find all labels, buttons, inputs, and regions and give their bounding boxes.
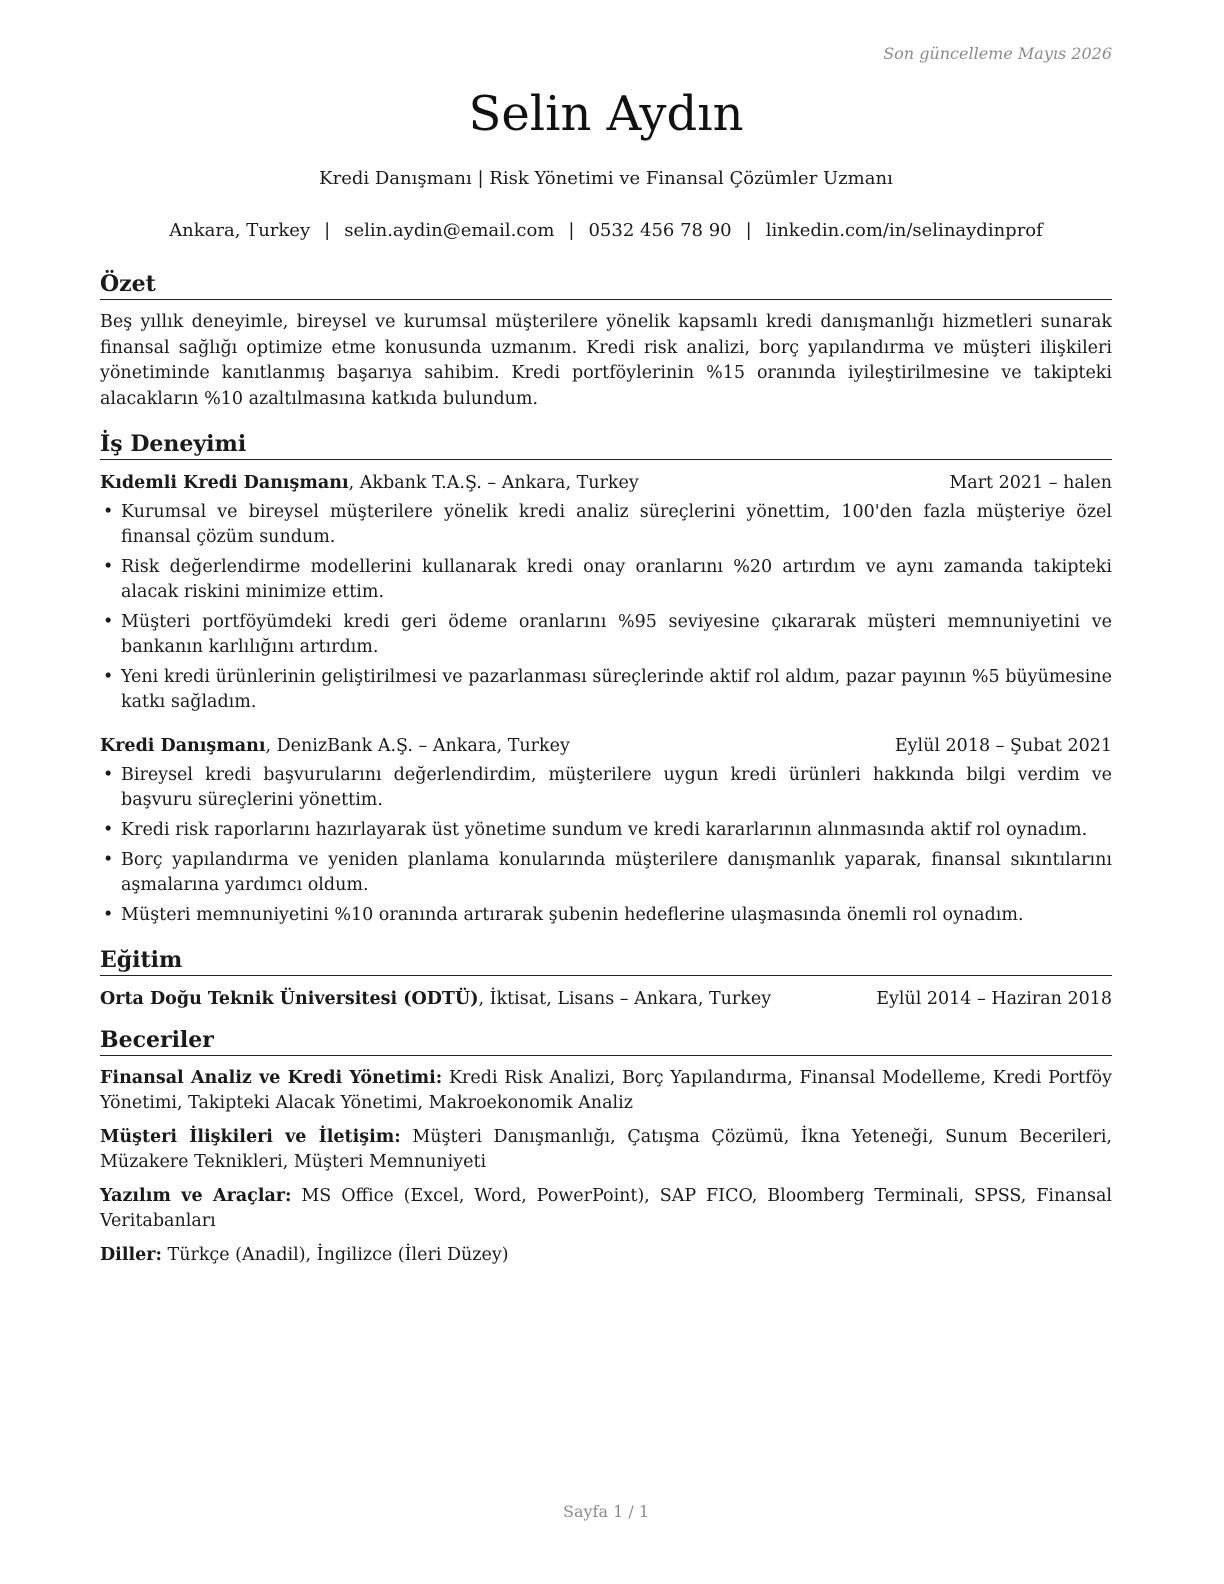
skill-label: Diller: bbox=[100, 1245, 162, 1265]
contact-phone[interactable]: 0532 456 78 90 bbox=[588, 220, 732, 241]
job-bullet: • Kurumsal ve bireysel müşterilere yönelik kredi analiz süreçlerini yönettim, 100'den fazla müşteriye özel finansal çözüm sundum. bbox=[100, 500, 1112, 550]
job-dates: Mart 2021 – halen bbox=[949, 473, 1112, 493]
job-bullet: • Borç yapılandırma ve yeniden planlama konularında müşterilere danışmanlık yaparak, finansal sıkıntılarını aşmalarına yardımcı oldum. bbox=[100, 848, 1112, 898]
job-role: Kıdemli Kredi Danışmanı bbox=[100, 473, 349, 493]
contact-separator: | bbox=[324, 220, 331, 241]
skill-items: Kredi Risk Analizi, Borç Yapılandırma, Finansal Modelleme, Kredi Portföy Yönetimi, Takipteki Alacak Yönetimi, Makroekonomik Analiz bbox=[100, 1068, 1112, 1113]
resume-content bbox=[100, 270, 1112, 1277]
skill-items: MS Office (Excel, Word, PowerPoint), SAP FICO, Bloomberg Terminali, SPSS, Finansal Veritabanları bbox=[100, 1186, 1112, 1231]
job-header bbox=[100, 733, 1112, 759]
education-section bbox=[100, 946, 1112, 1012]
job-entry bbox=[100, 470, 1112, 715]
job-entry bbox=[100, 733, 1112, 928]
skill-label: Yazılım ve Araçlar: bbox=[100, 1186, 292, 1206]
education-dates: Eylül 2014 – Haziran 2018 bbox=[876, 989, 1112, 1009]
candidate-name: Selin Aydın bbox=[468, 86, 744, 142]
education-title-line bbox=[100, 986, 771, 1012]
contact-separator: | bbox=[745, 220, 752, 241]
experience-heading: İş Deneyimi bbox=[100, 430, 1112, 460]
skill-items: Türkçe (Anadil), İngilizce (İleri Düzey) bbox=[167, 1245, 509, 1265]
job-bullet: • Bireysel kredi başvurularını değerlendirdim, müşterilere uygun kredi ürünleri hakkında bilgi verdim ve başvuru süreçlerini yönettim. bbox=[100, 763, 1112, 813]
skill-group bbox=[100, 1184, 1112, 1234]
education-detail: , İktisat, Lisans – Ankara, Turkey bbox=[478, 989, 772, 1009]
skill-items: Müşteri Danışmanlığı, Çatışma Çözümü, İkna Yeteneği, Sunum Becerileri, Müzakere Teknikleri, Müşteri Memnuniyeti bbox=[100, 1127, 1112, 1172]
page-number: Sayfa 1 / 1 bbox=[562, 1502, 649, 1521]
skills-heading: Beceriler bbox=[100, 1026, 1112, 1056]
job-org: , Akbank T.A.Ş. – Ankara, Turkey bbox=[348, 473, 639, 493]
contact-line bbox=[100, 220, 1112, 241]
candidate-subtitle: Kredi Danışmanı | Risk Yönetimi ve Finansal Çözümler Uzmanı bbox=[319, 168, 893, 189]
job-bullet: • Yeni kredi ürünlerinin geliştirilmesi ve pazarlanması süreçlerinde aktif rol aldım, pazar payının %5 büyümesine katkı sağladım. bbox=[100, 665, 1112, 715]
contact-email[interactable]: selin.aydin@email.com bbox=[344, 220, 555, 241]
last-updated: Son güncelleme Mayıs 2026 bbox=[883, 44, 1112, 63]
skill-label: Finansal Analiz ve Kredi Yönetimi: bbox=[100, 1068, 443, 1088]
contact-location: Ankara, Turkey bbox=[169, 220, 311, 241]
job-dates: Eylül 2018 – Şubat 2021 bbox=[894, 736, 1112, 756]
resume-page bbox=[100, 0, 1112, 1584]
education-heading: Eğitim bbox=[100, 946, 1112, 976]
experience-section bbox=[100, 430, 1112, 928]
summary-heading: Özet bbox=[100, 270, 1112, 300]
job-org: , DenizBank A.Ş. – Ankara, Turkey bbox=[265, 736, 570, 756]
job-bullets bbox=[100, 763, 1112, 928]
job-title-line bbox=[100, 733, 570, 759]
education-school: Orta Doğu Teknik Üniversitesi (ODTÜ) bbox=[100, 989, 479, 1009]
summary-text: Beş yıllık deneyimle, bireysel ve kurumsal müşterilere yönelik kapsamlı kredi danışmanlığı hizmetleri sunarak finansal sağlığı optimize etme konusunda uzmanım. Kredi risk analizi, borç yapılandırma ve müşteri ilişkileri yönetiminde kanıtlanmış başarıya sahibim. Kredi portföylerinin %15 oranında iyileştirilmesine ve takipteki alacakların %10 azaltılmasına katkıda bulundum. bbox=[100, 312, 1112, 409]
skills-section bbox=[100, 1026, 1112, 1268]
skill-group bbox=[100, 1066, 1112, 1116]
skill-label: Müşteri İlişkileri ve İletişim: bbox=[100, 1127, 401, 1147]
skill-group bbox=[100, 1125, 1112, 1175]
job-bullet: • Kredi risk raporlarını hazırlayarak üst yönetime sundum ve kredi kararlarının alınmasında aktif rol oynadım. bbox=[100, 818, 1112, 843]
education-entry bbox=[100, 986, 1112, 1012]
job-bullet: • Risk değerlendirme modellerini kullanarak kredi onay oranlarını %20 artırdım ve aynı zamanda takipteki alacak riskini minimize ettim. bbox=[100, 555, 1112, 605]
job-title-line bbox=[100, 470, 639, 496]
job-bullet: • Müşteri memnuniyetini %10 oranında artırarak şubenin hedeflerine ulaşmasında önemli rol oynadım. bbox=[100, 903, 1112, 928]
summary-section bbox=[100, 270, 1112, 412]
job-bullets bbox=[100, 500, 1112, 715]
job-bullet: • Müşteri portföyümdeki kredi geri ödeme oranlarını %95 seviyesine çıkararak müşteri memnuniyetini ve bankanın karlılığını artırdım. bbox=[100, 610, 1112, 660]
job-header bbox=[100, 470, 1112, 496]
contact-separator: | bbox=[568, 220, 575, 241]
job-role: Kredi Danışmanı bbox=[100, 736, 266, 756]
skill-group bbox=[100, 1243, 1112, 1268]
contact-linkedin[interactable]: linkedin.com/in/selinaydinprof bbox=[765, 220, 1043, 241]
